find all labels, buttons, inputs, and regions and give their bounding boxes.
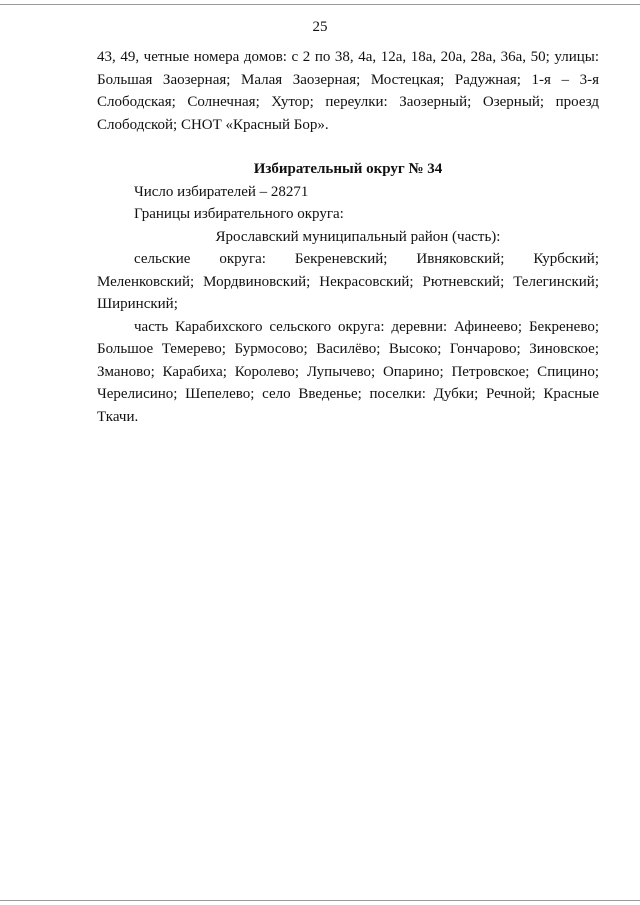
region-line: Ярославский муниципальный район (часть): [215, 228, 501, 245]
document-body [97, 46, 599, 428]
scan-edge-bottom [0, 900, 640, 901]
karabikha-paragraph: часть Карабихского сельского округа: деревни: Афинеево; Бекренево; Большое Темерево; Бурмосово; Василёво; Высоко; Гончарово; Зиновское; Зманово; Карабиха; Королево; Лупычево; Опарино; Петровское; Спицино; Черелисино; Шепелево; село Введенье; поселки: Дубки; Речной; Красные Ткачи. [97, 318, 599, 425]
voters-count: Число избирателей – 28271 [134, 183, 309, 200]
page-number: 25 [312, 19, 328, 35]
scan-edge-top [0, 4, 640, 5]
boundaries-label: Границы избирательного округа: [134, 206, 344, 222]
rural-districts-paragraph: сельские округа: Бекреневский; Ивняковский; Курбский; Меленковский; Мордвиновский; Некрасовский; Рютневский; Телегинский; Ширинский; [97, 251, 599, 312]
district-heading: Избирательный округ № 34 [253, 161, 443, 177]
continuation-paragraph: 43, 49, четные номера домов: с 2 по 38, 4а, 12а, 18а, 20а, 28а, 36а, 50; улицы: Большая Заозерная; Малая Заозерная; Мостецкая; Радужная; 1-я – 3-я Слободская; Солнечная; Хутор; переулки: Заозерный; Озерный; проезд Слободской; СНОТ «Красный Бор». [97, 49, 599, 133]
paragraph-spacer [97, 136, 599, 158]
